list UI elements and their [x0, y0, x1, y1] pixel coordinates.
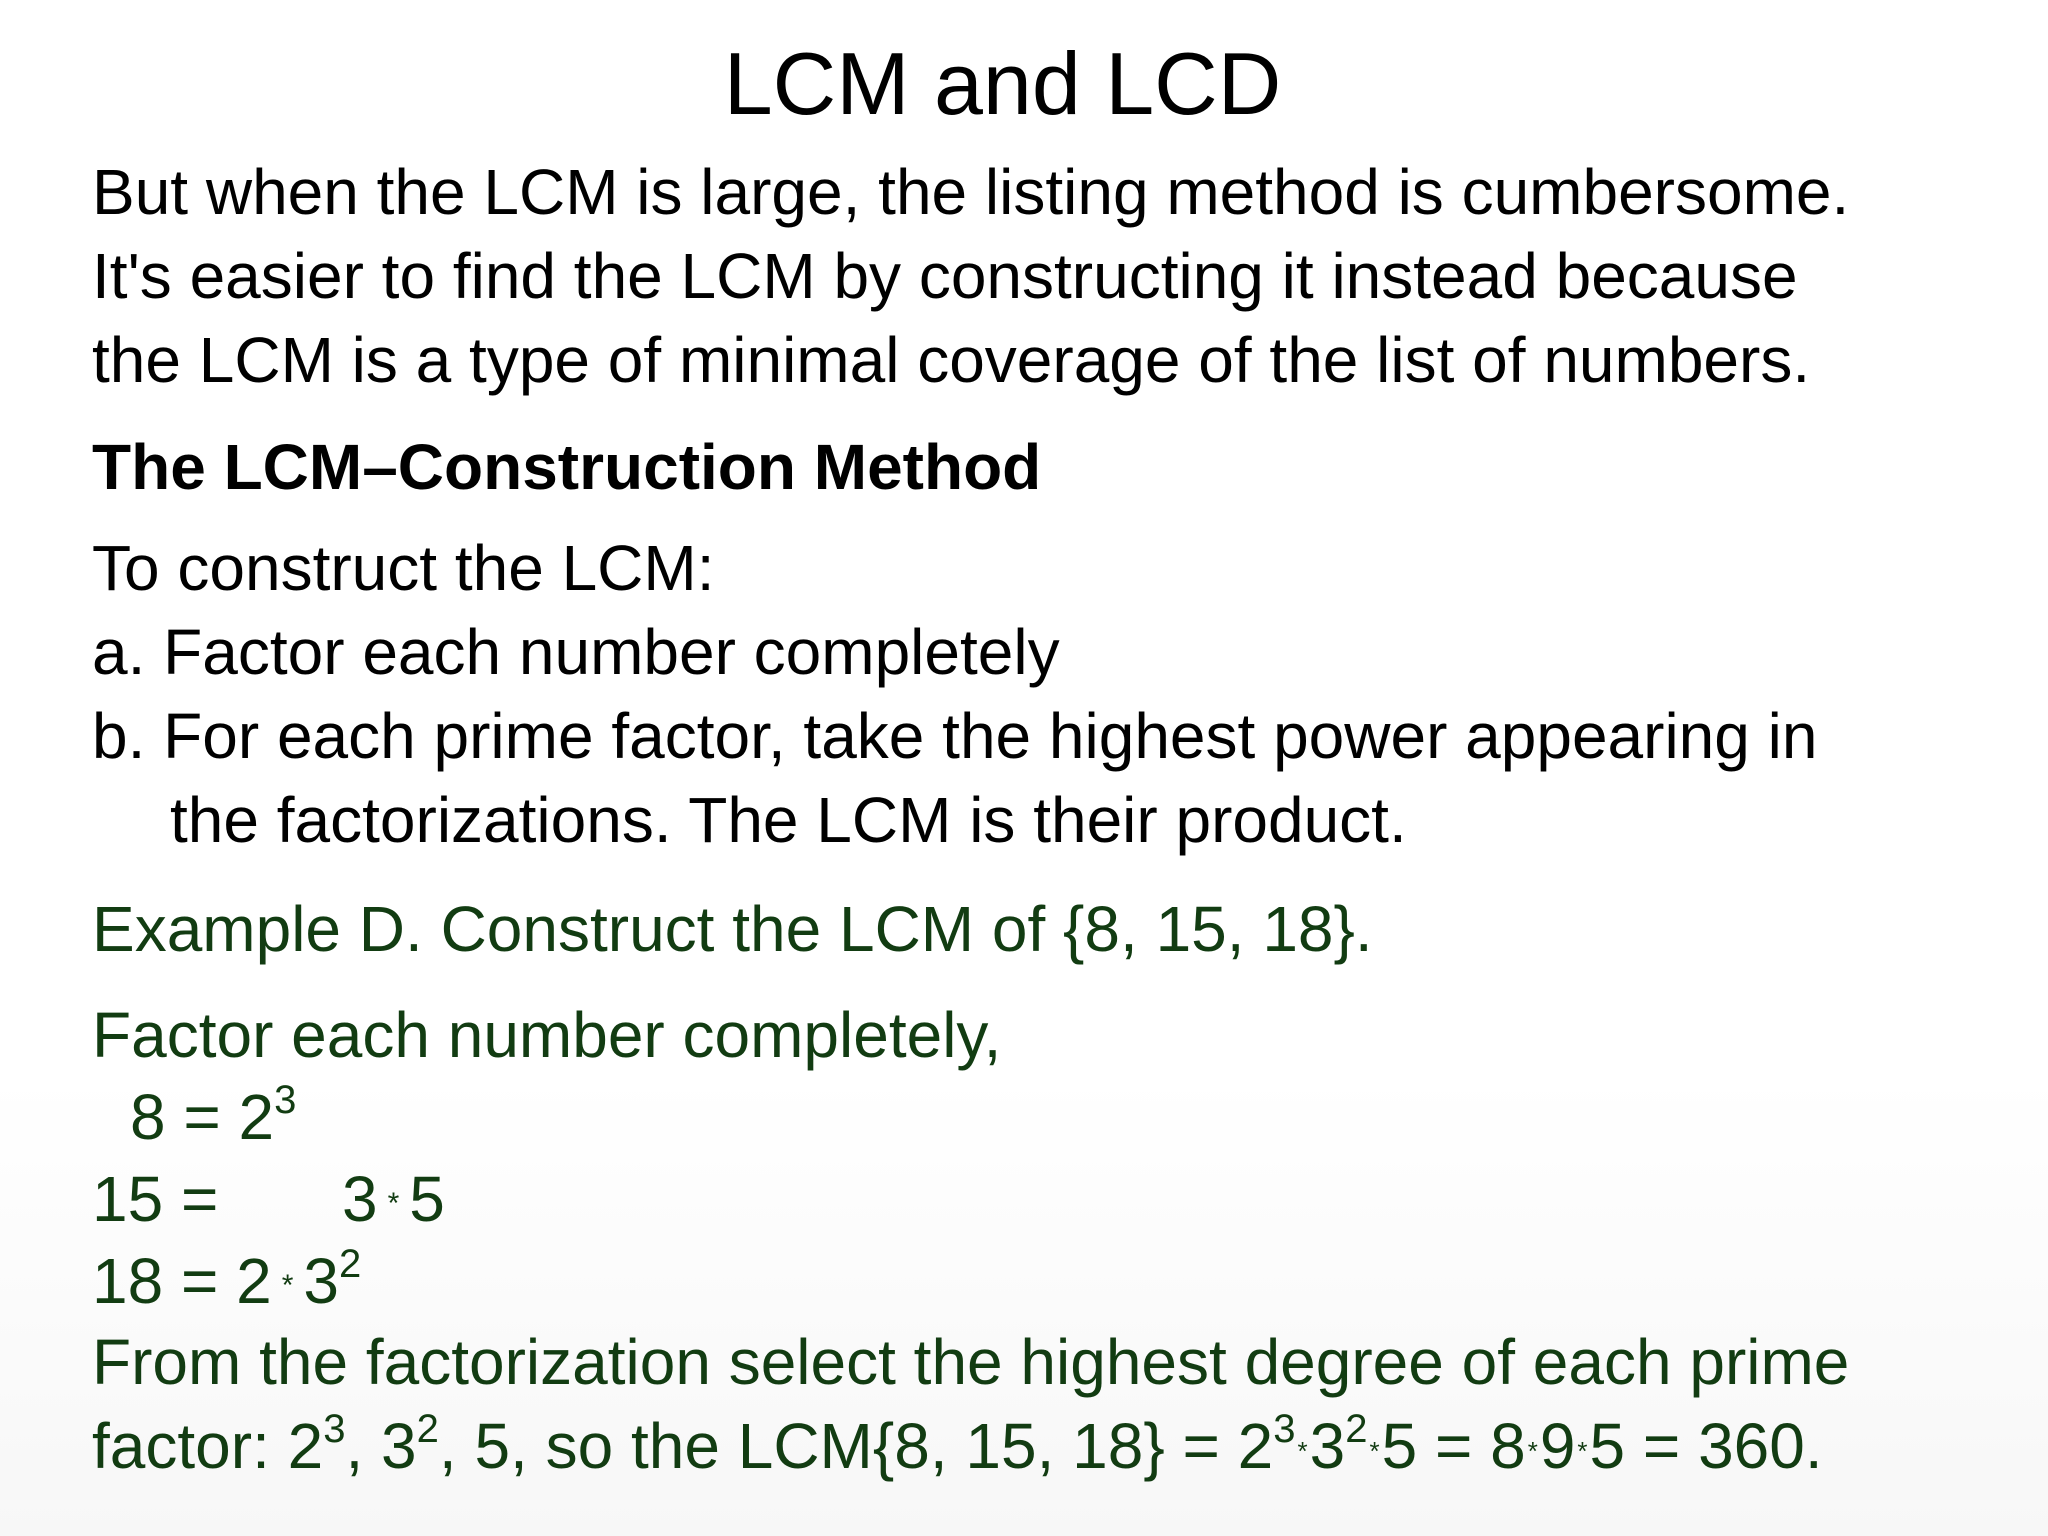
- multiply-symbol: *: [1369, 1436, 1380, 1466]
- conclusion-base-3: 3: [1309, 1410, 1346, 1482]
- conclusion-exp-2: 2: [416, 1407, 439, 1451]
- slide-title: LCM and LCD: [723, 34, 1282, 133]
- steps-list: [92, 526, 1817, 862]
- intro-line-1: But when the LCM is large, the listing method is cumbersome.: [92, 156, 1850, 228]
- conclusion-line-2: [92, 1404, 1849, 1493]
- step-b-line-1: b. For each prime factor, take the highest power appearing in: [92, 700, 1818, 772]
- multiply-symbol: *: [1577, 1436, 1588, 1466]
- equation-15-rhs: [342, 1157, 445, 1246]
- intro-line-3: the LCM is a type of minimal coverage of the list of numbers.: [92, 324, 1811, 396]
- intro-line-2: It's easier to find the LCM by constructing it instead because: [92, 240, 1798, 312]
- multiply-symbol: *: [1297, 1436, 1308, 1466]
- eq8-exponent: 3: [274, 1078, 297, 1122]
- conclusion-exp-2b: 2: [1345, 1407, 1368, 1451]
- steps-intro: To construct the LCM:: [92, 532, 715, 604]
- eq18-base: 3: [303, 1245, 339, 1317]
- conclusion-prefix: factor: 2: [92, 1410, 324, 1482]
- intro-paragraph: [92, 150, 1849, 402]
- conclusion-line-1: From the factorization select the highest degree of each prime: [92, 1326, 1850, 1398]
- conclusion-mid: , 5, so the LCM{8, 15, 18} = 2: [438, 1410, 1274, 1482]
- equation-8: [130, 1075, 296, 1159]
- multiply-symbol: *: [387, 1187, 400, 1220]
- example-statement: Example D. Construct the LCM of {8, 15, 18}.: [92, 893, 1373, 965]
- multiply-symbol: *: [281, 1269, 294, 1302]
- conclusion: [92, 1320, 1849, 1493]
- step-b-line-2: the factorizations. The LCM is their product.: [170, 784, 1407, 856]
- eq15-factor-5: 5: [409, 1163, 445, 1235]
- conclusion-exp-3: 3: [323, 1407, 346, 1451]
- conclusion-exp-3b: 3: [1273, 1407, 1296, 1451]
- conclusion-sep: , 3: [345, 1410, 417, 1482]
- step-a: a. Factor each number completely: [92, 616, 1060, 688]
- eq18-exponent: 2: [339, 1242, 362, 1286]
- equation-18: [92, 1239, 361, 1328]
- multiply-symbol: *: [1527, 1436, 1538, 1466]
- method-heading: The LCM–Construction Method: [92, 431, 1042, 503]
- conclusion-nine: 9: [1539, 1410, 1576, 1482]
- factor-intro: Factor each number completely,: [92, 999, 1002, 1071]
- eq18-lhs: 18 = 2: [92, 1245, 272, 1317]
- eq15-factor-3: 3: [342, 1163, 378, 1235]
- equation-15-lhs: 15 =: [92, 1163, 219, 1235]
- conclusion-five-eq-8: 5 = 8: [1381, 1410, 1526, 1482]
- conclusion-result: 5 = 360.: [1589, 1410, 1823, 1482]
- eq8-lhs: 8 = 2: [130, 1081, 275, 1153]
